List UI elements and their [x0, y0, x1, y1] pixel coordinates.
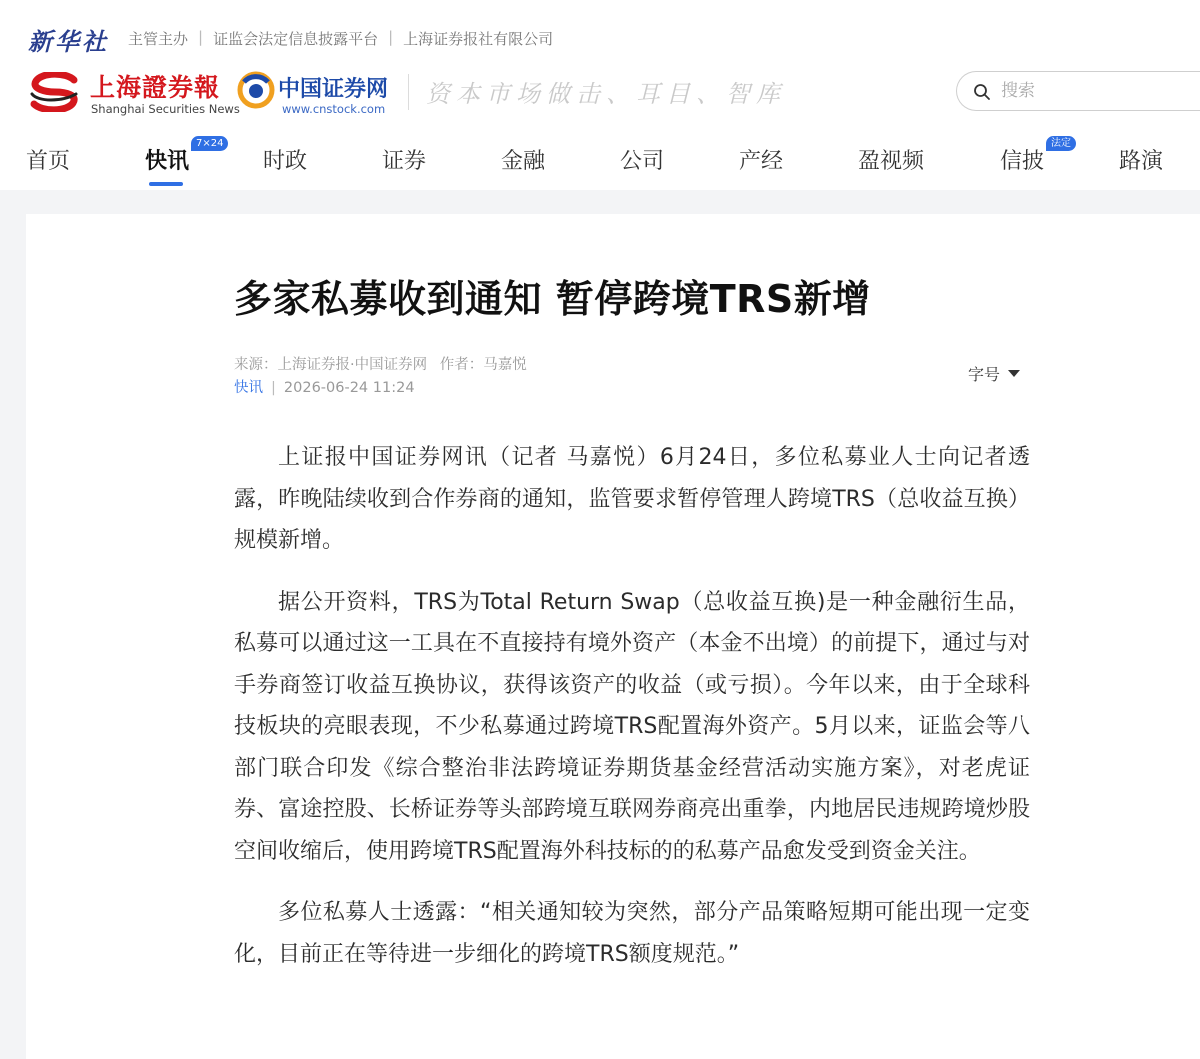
nav-badge-7x24: 7×24: [191, 136, 228, 151]
top-link-company[interactable]: 上海证券报社有限公司: [403, 30, 554, 48]
top-links: [128, 28, 553, 49]
nav-item-video[interactable]: 盈视频: [858, 149, 925, 174]
article-author: 作者：马嘉悦: [439, 357, 527, 373]
article-source-line: [234, 353, 535, 374]
nav-item-industry[interactable]: 产经: [739, 149, 784, 174]
xinhua-logo[interactable]: 新华社: [28, 27, 109, 56]
main-nav: [0, 128, 1200, 190]
top-link-sponsor[interactable]: 主管主办: [128, 30, 189, 48]
nav-item-politics[interactable]: 时政: [263, 149, 308, 174]
brand-row: [0, 60, 1200, 128]
article-paragraph: 上证报中国证券网讯（记者 马嘉悦）6月24日，多位私募业人士向记者透露，昨晚陆续收到合作券商的通知，监管要求暂停管理人跨境TRS（总收益互换）规模新增。: [234, 445, 1030, 553]
article-paragraph: 多位私募人士透露：“相关通知较为突然，部分产品策略短期可能出现一定变化，目前正在等待进一步细化的跨境TRS额度规范。”: [234, 900, 1030, 967]
article-category-tag[interactable]: 快讯: [234, 380, 263, 396]
nav-item-disclosure[interactable]: 信披: [1000, 149, 1045, 174]
shzq-logo-mark-icon: [28, 72, 82, 112]
font-size-label: 字号: [968, 365, 1001, 384]
top-strip: [0, 0, 1200, 60]
cnstock-logo-ring-icon: [236, 70, 276, 110]
cnstock-logo-name: 中国证券网: [278, 77, 389, 102]
font-size-dropdown[interactable]: [968, 362, 1020, 385]
shzq-logo-name: 上海證券報: [90, 73, 221, 102]
search-icon[interactable]: [973, 83, 991, 101]
shzq-logo[interactable]: [28, 68, 240, 120]
top-link-separator: |: [388, 28, 394, 46]
article-meta-line: [234, 376, 415, 397]
article-body: [234, 437, 1030, 995]
slogan: 资本市场做击、耳目、智库: [426, 80, 786, 108]
caret-down-icon: [1008, 370, 1020, 377]
nav-item-companies[interactable]: 公司: [620, 149, 665, 174]
search-input[interactable]: [1001, 78, 1191, 104]
nav-item-roadshow[interactable]: 路演: [1119, 149, 1164, 174]
meta-separator: |: [271, 380, 276, 396]
nav-item-finance[interactable]: 金融: [501, 149, 546, 174]
article-paragraph: 据公开资料，TRS为Total Return Swap（总收益互换)是一种金融衍生品，私募可以通过这一工具在不直接持有境外资产（本金不出境）的前提下，通过与对手券商签订收益互换协议，获得该资产的收益（或亏损）。今年以来，由于全球科技板块的亮眼表现，不少私募通过跨境TRS配置海外资产。5月以来，证监会等八部门联合印发《综合整治非法跨境证券期货基金经营活动实施方案》，对老虎证券、富途控股、长桥证券等头部跨境互联网券商亮出重拳，内地居民违规跨境炒股空间收缩后，使用跨境TRS配置海外科技标的的私募产品愈发受到资金关注。: [234, 589, 1030, 864]
brand-divider: [408, 74, 409, 110]
top-link-disclosure-platform[interactable]: 证监会法定信息披露平台: [213, 30, 379, 48]
nav-item-flash[interactable]: 快讯: [145, 149, 190, 174]
cnstock-logo[interactable]: [236, 68, 396, 120]
article-datetime: 2026-06-24 11:24: [283, 380, 415, 396]
article-source: 来源：上海证券报·中国证券网: [234, 357, 428, 373]
shzq-logo-english: Shanghai Securities News: [91, 102, 240, 116]
nav-badge-statutory: 法定: [1046, 136, 1076, 151]
top-link-separator: |: [198, 28, 204, 46]
cnstock-logo-url: www.cnstock.com: [282, 102, 386, 116]
nav-item-home[interactable]: 首页: [26, 149, 71, 174]
nav-item-securities[interactable]: 证券: [382, 149, 427, 174]
article-title: 多家私募收到通知 暂停跨境TRS新增: [234, 277, 871, 321]
search-box[interactable]: [956, 71, 1200, 111]
nav-active-indicator: [149, 182, 183, 186]
